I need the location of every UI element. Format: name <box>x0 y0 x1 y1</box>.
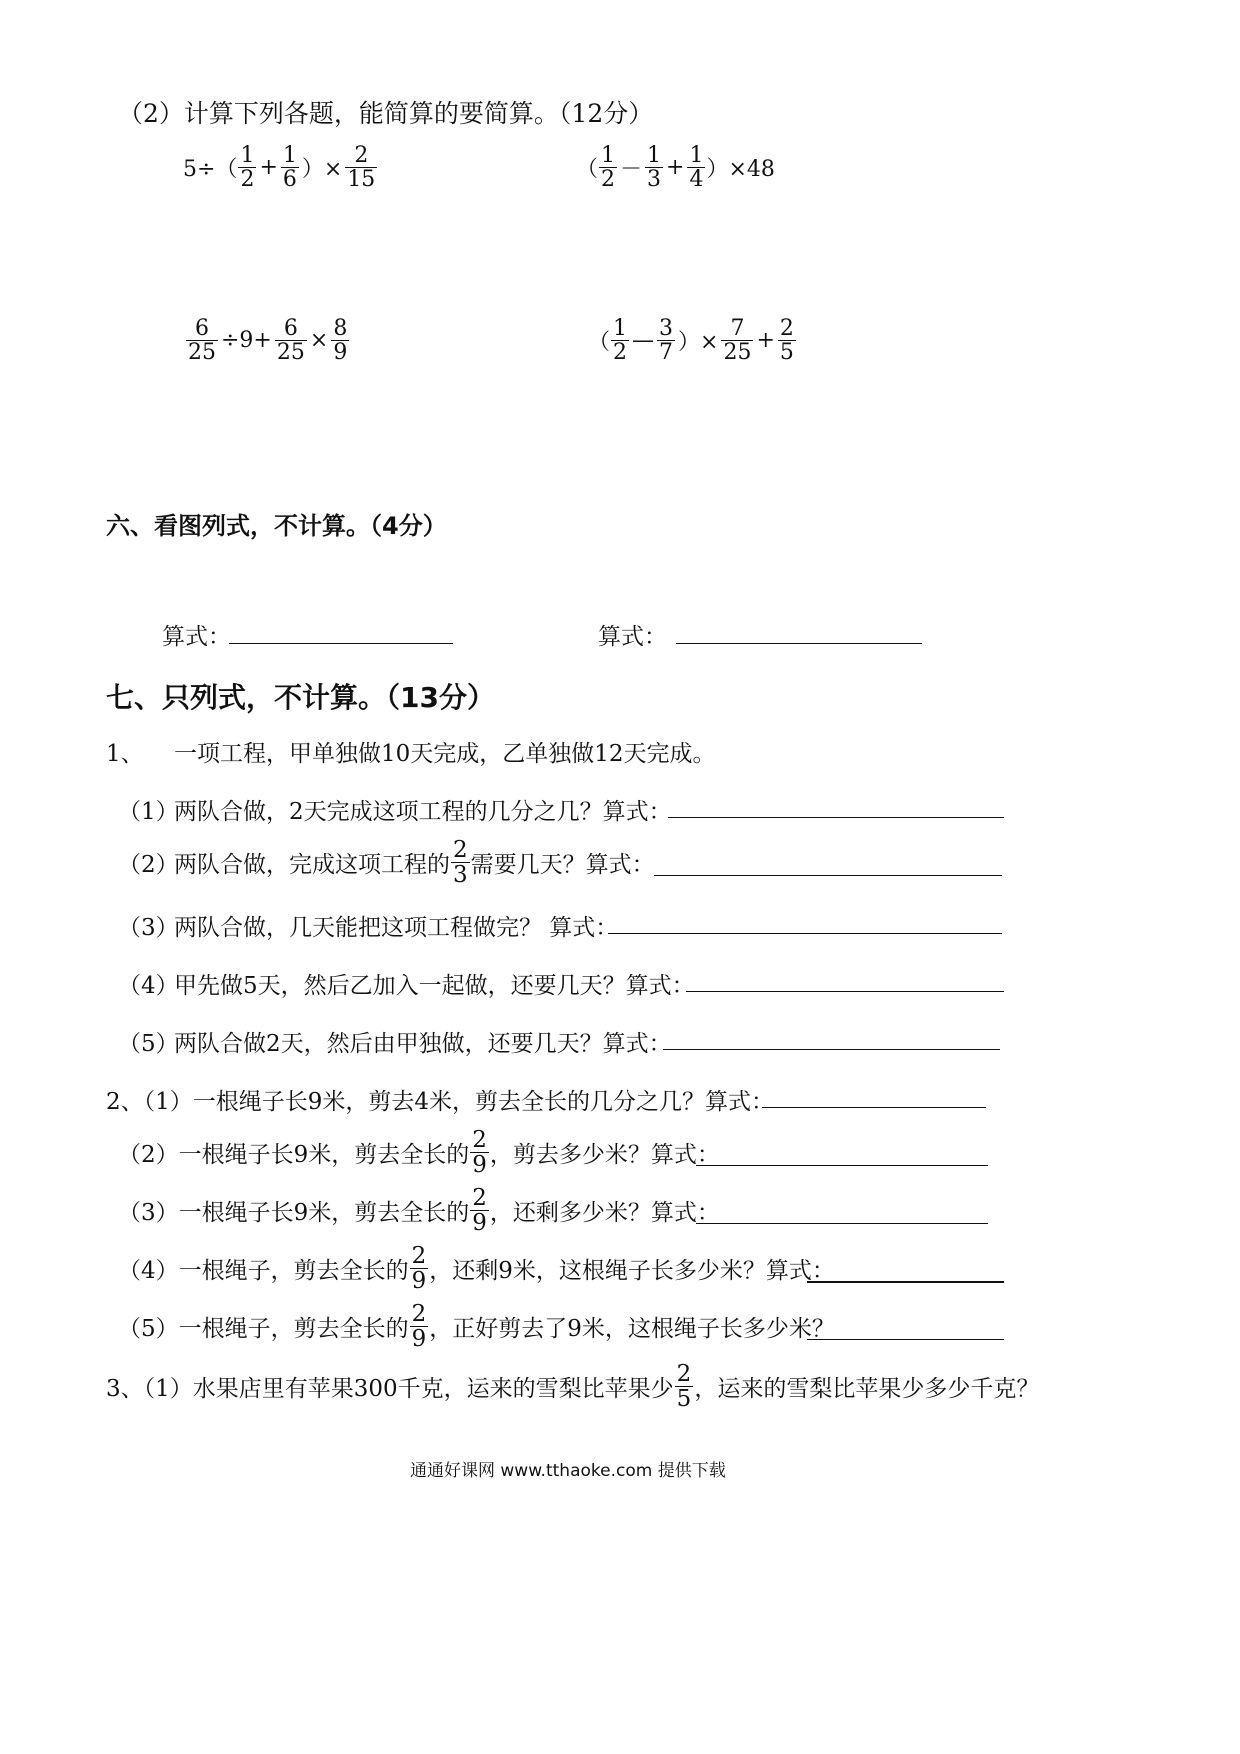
expression-2: （ 1 2 － 1 3 + $\frac{1}{4}$ ）×48 <box>576 143 775 193</box>
formula-label-left: 算式： <box>162 624 231 650</box>
fraction: $\frac{6}{25}$ <box>276 316 305 366</box>
fraction: 2 9 <box>472 1127 487 1179</box>
q1-sub-1: （1） 两队合做，2天完成这项工程的几分之几？算式： <box>118 799 672 825</box>
q1-number: 1、 <box>106 741 144 767</box>
q2-sub-2: （2）一根绳子长9米，剪去全长的 2 9 ，剪去多少米？算式： <box>118 1127 720 1179</box>
answer-line[interactable] <box>686 991 1004 992</box>
fraction: $\frac{8}{9}$ <box>333 316 348 366</box>
q2-sub-4: （4）一根绳子，剪去全长的 2 9 ，还剩9米，这根绳子长多少米？算式： <box>118 1243 835 1295</box>
answer-line-left[interactable] <box>229 643 453 644</box>
fraction: 1 3 <box>647 143 662 193</box>
expression-1: 5÷（ 1 2 + $\frac{1}{6}$ ）× $\frac{2}{15}$ <box>183 143 376 193</box>
answer-line[interactable] <box>663 1049 1000 1050</box>
q3-sub-1: 3、（1）水果店里有苹果300千克，运来的雪梨比苹果少 2 5 ，运来的雪梨比苹果少多少千克？ <box>106 1361 1040 1413</box>
fraction: $\frac{1}{6}$ <box>282 143 297 193</box>
q2-sub-1: 2、（1）一根绳子长9米，剪去4米，剪去全长的几分之几？算式： <box>106 1089 775 1115</box>
q1-stem: 一项工程，甲单独做10天完成，乙单独做12天完成。 <box>174 741 716 767</box>
fraction: 2 9 <box>411 1301 427 1353</box>
footer: 通通好课网 www.tthaoke.com 提供下载 <box>410 1461 726 1481</box>
expression-3: $\frac{6}{25}$ ÷9+ $\frac{6}{25}$ × $\frac{8}{9}$ <box>188 316 348 366</box>
fraction: 2 9 <box>411 1243 427 1295</box>
answer-line[interactable] <box>762 1107 986 1108</box>
answer-line[interactable] <box>668 817 1004 818</box>
answer-line[interactable] <box>696 1165 988 1166</box>
fraction: $\frac{2}{5}$ <box>779 316 794 366</box>
section6-title: 六、看图列式，不计算。（4分） <box>106 512 447 540</box>
fraction: 1 2 <box>240 143 255 193</box>
formula-label-right: 算式： <box>598 624 667 650</box>
answer-line[interactable] <box>807 1281 1004 1283</box>
fraction: 1 2 <box>613 316 628 366</box>
fraction: 2 9 <box>472 1185 487 1237</box>
fraction: 3 7 <box>659 316 674 366</box>
answer-line[interactable] <box>608 933 1002 934</box>
answer-line-right[interactable] <box>676 643 922 644</box>
q1-sub-2: （2） 两队合做，完成这项工程的 2 3 需要几天？算式： <box>118 837 655 889</box>
fraction: $\frac{7}{25}$ <box>723 316 752 366</box>
answer-line[interactable] <box>654 875 1002 876</box>
expression-4: （ 1 2 — 3 7 ）× $\frac{7}{25}$ + $\frac{2}{5}$ <box>588 316 794 366</box>
answer-line[interactable] <box>696 1223 988 1224</box>
section7-title: 七、只列式，不计算。（13分） <box>106 681 495 714</box>
fraction: $\frac{6}{25}$ <box>188 316 216 366</box>
fraction: 2 3 <box>453 837 468 889</box>
answer-line[interactable] <box>807 1339 1004 1340</box>
q1-sub-3: （3） 两队合做，几天能把这项工程做完？ 算式： <box>118 915 619 941</box>
q1-sub-4: （4） 甲先做5天，然后乙加入一起做，还要几天？算式： <box>118 973 695 999</box>
part2-title: （2）计算下列各题，能简算的要简算。（12分） <box>118 99 654 128</box>
q1-sub-5: （5） 两队合做2天，然后由甲独做，还要几天？算式： <box>118 1031 672 1057</box>
fraction: 1 2 <box>601 143 616 193</box>
q2-sub-5: （5）一根绳子，剪去全长的 2 9 ，正好剪去了9米，这根绳子长多少米？ <box>118 1301 835 1353</box>
fraction: 2 5 <box>676 1361 692 1413</box>
q2-sub-3: （3）一根绳子长9米，剪去全长的 2 9 ，还剩多少米？算式： <box>118 1185 720 1237</box>
fraction: $\frac{1}{4}$ <box>689 143 704 193</box>
fraction: $\frac{2}{15}$ <box>347 143 376 193</box>
